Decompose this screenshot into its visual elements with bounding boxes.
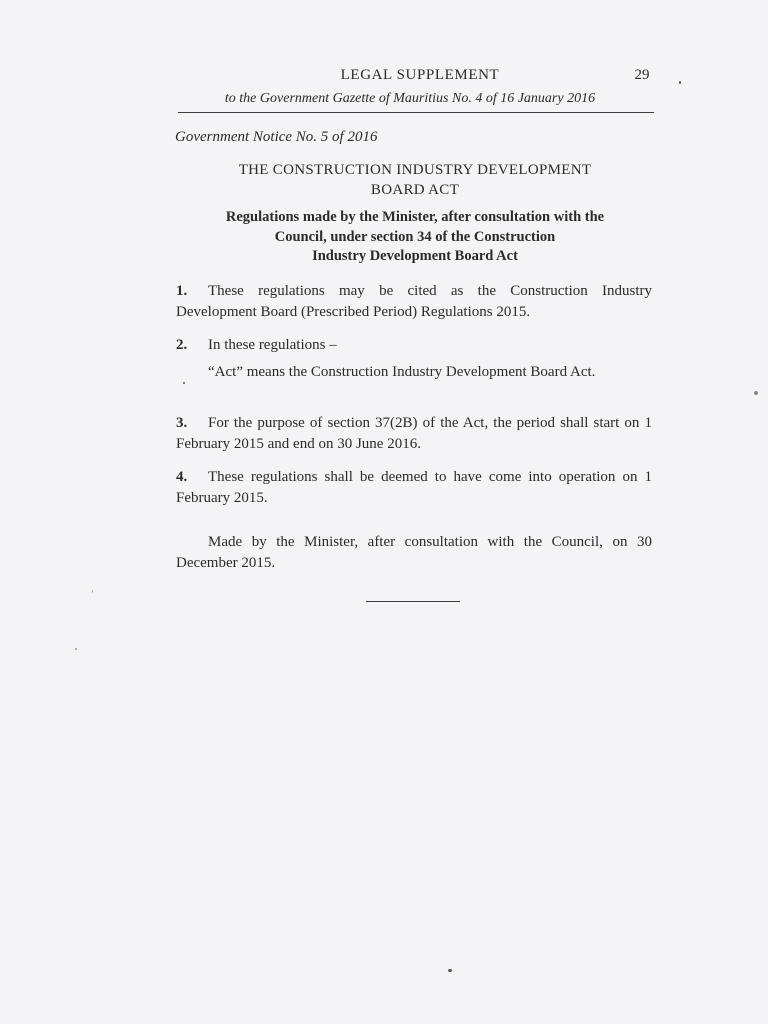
scan-speck (679, 81, 681, 84)
paragraph-text: For the purpose of section 37(2B) of the Act, the period shall start on 1 February 2015 and end on 30 June 2016. (176, 415, 652, 452)
scan-speck (183, 382, 185, 384)
supplement-title: LEGAL SUPPLEMENT (340, 67, 500, 83)
definition-act: “Act” means the Construction Industry Development Board Act. (208, 364, 596, 380)
end-divider (366, 601, 460, 602)
act-title-line: THE CONSTRUCTION INDUSTRY DEVELOPMENT (238, 162, 592, 178)
regulations-heading (175, 208, 655, 267)
paragraph-number: 3. (176, 415, 188, 431)
regulation-paragraph (176, 467, 652, 509)
paragraph-number: 4. (176, 469, 188, 485)
page-number: 29 (634, 67, 650, 83)
paragraph-number: 1. (176, 283, 188, 299)
paragraph-text: These regulations may be cited as the Construction Industry Development Board (Prescribed Period) Regulations 2015. (176, 283, 652, 320)
act-title (175, 160, 655, 200)
notice-number: Government Notice No. 5 of 2016 (175, 129, 378, 145)
scan-speck (75, 648, 77, 650)
scan-speck (754, 391, 758, 395)
gazette-reference: to the Government Gazette of Mauritius No. 4 of 16 January 2016 (224, 91, 596, 106)
made-by-statement: Made by the Minister, after consultation with the Council, on 30 December 2015. (176, 534, 652, 571)
paragraph-text: In these regulations – (208, 337, 337, 353)
regulation-paragraph (176, 335, 652, 356)
paragraph-text: These regulations shall be deemed to have come into operation on 1 February 2015. (176, 469, 652, 506)
heading-line: Regulations made by the Minister, after consultation with the (225, 209, 605, 225)
scan-speck (448, 969, 452, 972)
paragraph-number: 2. (176, 337, 188, 353)
heading-line: Council, under section 34 of the Construction (274, 228, 556, 245)
header-divider (178, 112, 654, 113)
regulation-paragraph (176, 413, 652, 455)
heading-line: Industry Development Board Act (312, 248, 518, 264)
scan-speck (92, 590, 93, 593)
regulation-paragraph (176, 281, 652, 323)
act-title-line: BOARD ACT (370, 182, 460, 198)
